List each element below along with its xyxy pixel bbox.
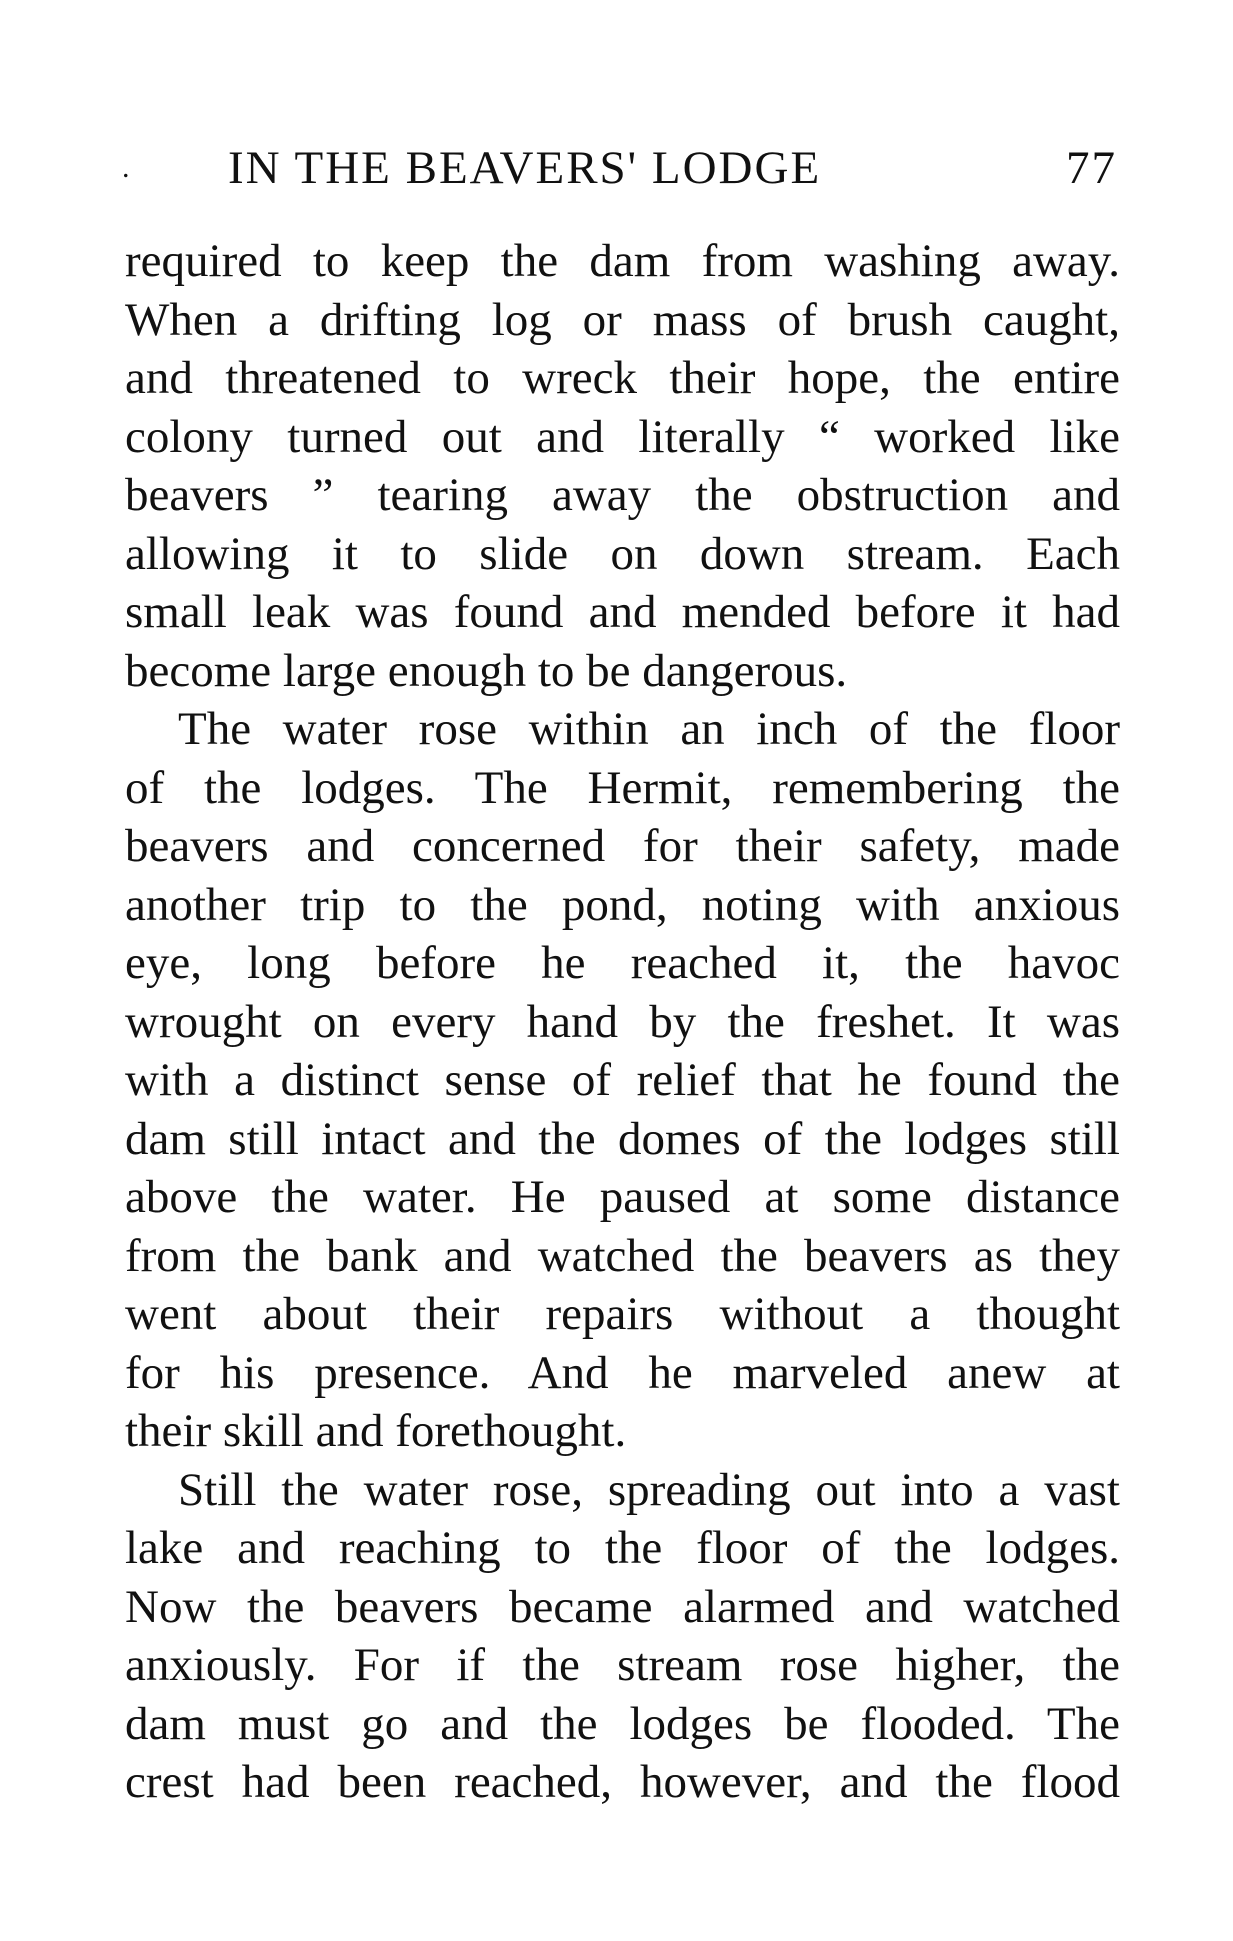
text-line: from the bank and watched the beavers as they bbox=[125, 1229, 1120, 1282]
text-line: required to keep the dam from washing away. bbox=[125, 235, 1120, 287]
page-number: 77 bbox=[1066, 142, 1117, 194]
text-line: Now the beavers became alarmed and watched bbox=[125, 1580, 1120, 1633]
text-line: went about their repairs without a thought bbox=[125, 1288, 1120, 1340]
text-line: beavers and concerned for their safety, made bbox=[125, 820, 1120, 872]
text-line: anxiously. For if the stream rose higher, the bbox=[125, 1639, 1120, 1691]
text-line: allowing it to slide on down stream. Each bbox=[125, 527, 1120, 580]
text-line: with a distinct sense of relief that he found the bbox=[125, 1054, 1120, 1106]
text-line: The water rose within an inch of the floor bbox=[178, 703, 1120, 755]
header-dot: . bbox=[122, 151, 132, 184]
text-line: small leak was found and mended before it had bbox=[125, 586, 1120, 638]
text-line: of the lodges. The Hermit, remembering the bbox=[125, 761, 1120, 814]
text-line: When a drifting log or mass of brush caught, bbox=[125, 293, 1120, 346]
text-line: for his presence. And he marveled anew at bbox=[125, 1346, 1120, 1399]
text-line: crest had been reached, however, and the flood bbox=[125, 1756, 1120, 1808]
running-header bbox=[122, 138, 1117, 198]
text-line: colony turned out and literally “ worked like bbox=[125, 410, 1120, 463]
text-line: wrought on every hand by the freshet. It was bbox=[125, 995, 1120, 1048]
text-line: become large enough to be dangerous. bbox=[125, 644, 848, 697]
text-line: Still the water rose, spreading out into a vast bbox=[178, 1463, 1120, 1516]
text-line: dam still intact and the domes of the lodges still bbox=[125, 1112, 1120, 1165]
text-line: above the water. He paused at some distance bbox=[125, 1171, 1120, 1223]
body-text bbox=[125, 232, 1120, 1812]
chapter-title: IN THE BEAVERS' LODGE bbox=[228, 142, 822, 194]
text-line: lake and reaching to the floor of the lodges. bbox=[125, 1522, 1120, 1574]
text-line: dam must go and the lodges be flooded. The bbox=[125, 1697, 1120, 1750]
text-line: their skill and forethought. bbox=[125, 1405, 627, 1457]
text-line: beavers ” tearing away the obstruction and bbox=[125, 469, 1120, 521]
text-line: and threatened to wreck their hope, the entire bbox=[125, 352, 1120, 404]
text-line: another trip to the pond, noting with anxious bbox=[125, 878, 1120, 931]
text-line: eye, long before he reached it, the havoc bbox=[125, 937, 1120, 989]
